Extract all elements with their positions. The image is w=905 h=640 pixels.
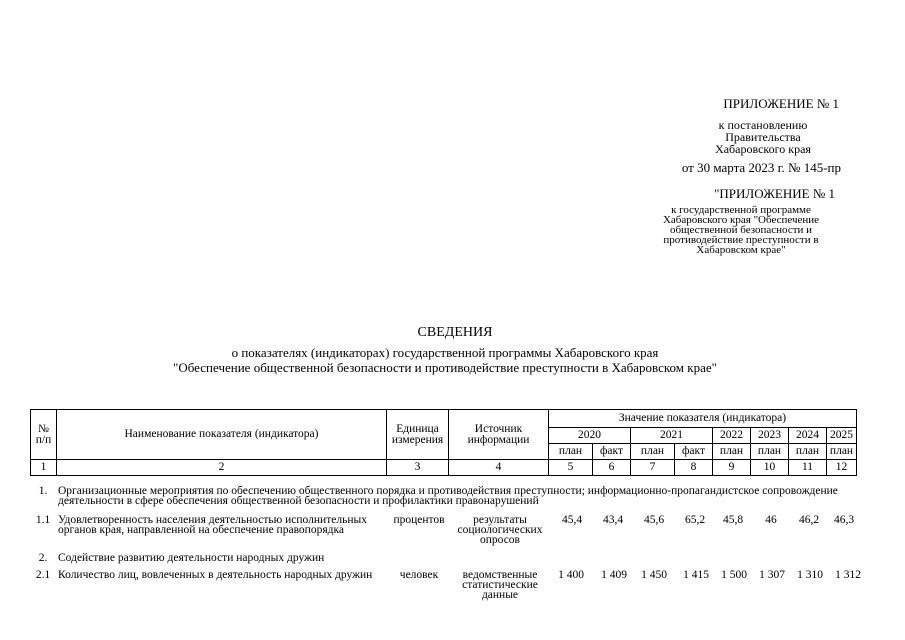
col-number: 4 — [449, 460, 549, 476]
indicator-num: 2.1 — [35, 569, 51, 581]
header-subcol: план — [827, 444, 857, 460]
header-year: 2023 — [751, 428, 789, 444]
col-number: 8 — [675, 460, 713, 476]
indicator-value: 1 400 — [558, 569, 584, 581]
header-unit: Единица измерения — [387, 410, 449, 460]
indicator-row — [30, 515, 870, 549]
col-number: 7 — [631, 460, 675, 476]
appendix-title: ПРИЛОЖЕНИЕ № 1 — [723, 96, 839, 111]
section-row — [30, 553, 870, 565]
indicator-value: 1 409 — [601, 569, 627, 581]
indicator-value: 1 307 — [759, 569, 785, 581]
indicator-value: 46,2 — [798, 514, 820, 526]
section-num: 2. — [38, 552, 48, 564]
col-number: 6 — [593, 460, 631, 476]
col-number: 1 — [31, 460, 57, 476]
col-number: 10 — [751, 460, 789, 476]
col-number: 11 — [789, 460, 827, 476]
indicator-name: Удовлетворенность населения деятельностью исполнительных органов края, направленной на обеспечение правопорядка — [58, 514, 367, 536]
program-appendix-title: "ПРИЛОЖЕНИЕ № 1 — [714, 186, 835, 201]
header-year: 2021 — [631, 428, 713, 444]
indicators-table-header — [30, 409, 857, 476]
indicator-source: результаты социологических опросов — [457, 514, 543, 546]
indicator-value: 1 312 — [835, 569, 861, 581]
header-subcol: план — [789, 444, 827, 460]
header-num: № п/п — [31, 410, 57, 460]
section-num: 1. — [38, 485, 48, 497]
section-text: Содействие развитию деятельности народных дружин — [58, 552, 325, 564]
header-year: 2024 — [789, 428, 827, 444]
indicator-value: 1 310 — [797, 569, 823, 581]
section-row — [30, 486, 870, 508]
program-reference: к государственной программе Хабаровского края "Обеспечение общественной безопасности и противодействие преступности в Хабаровском крае" — [662, 204, 820, 256]
indicator-value: 1 450 — [641, 569, 667, 581]
header-subcol: план — [713, 444, 751, 460]
header-subcol: план — [751, 444, 789, 460]
header-subcol: факт — [675, 444, 713, 460]
indicator-value: 1 500 — [721, 569, 747, 581]
col-number: 3 — [387, 460, 449, 476]
resolution-date: от 30 марта 2023 г. № 145-пр — [681, 160, 841, 175]
header-subcol: план — [631, 444, 675, 460]
header-values-group: Значение показателя (индикатора) — [549, 410, 857, 428]
indicator-num: 1.1 — [35, 514, 51, 526]
indicator-row — [30, 570, 870, 604]
header-year: 2022 — [713, 428, 751, 444]
section-text: Организационные мероприятия по обеспечению общественного порядка и противодействия преступности; информационно-пропагандистское сопровождение деятельности в сфере обеспечения общественной безопасности и профилактики правонарушений — [58, 485, 838, 507]
col-number: 9 — [713, 460, 751, 476]
indicator-value: 65,2 — [684, 514, 706, 526]
indicator-source: ведомственные статистические данные — [462, 569, 538, 601]
header-year: 2025 — [827, 428, 857, 444]
header-year: 2020 — [549, 428, 631, 444]
col-number: 5 — [549, 460, 593, 476]
header-name: Наименование показателя (индикатора) — [57, 410, 387, 460]
col-number: 2 — [57, 460, 387, 476]
indicator-value: 45,6 — [643, 514, 665, 526]
indicator-unit: человек — [399, 569, 439, 581]
header-subcol: план — [549, 444, 593, 460]
header-subcol: факт — [593, 444, 631, 460]
indicator-value: 45,4 — [561, 514, 583, 526]
indicator-value: 46,3 — [833, 514, 855, 526]
doc-subtitle-2: "Обеспечение общественной безопасности и противодействие преступности в Хабаровском крае" — [173, 360, 717, 375]
col-number: 12 — [827, 460, 857, 476]
indicator-value: 1 415 — [683, 569, 709, 581]
header-source: Источник информации — [449, 410, 549, 460]
indicator-value: 46 — [765, 514, 777, 526]
indicator-value: 45,8 — [722, 514, 744, 526]
indicator-name: Количество лиц, вовлеченных в деятельность народных дружин — [58, 569, 373, 581]
resolution-reference: к постановлению Правительства Хабаровского края — [715, 118, 811, 156]
doc-subtitle-1: о показателях (индикаторах) государственной программы Хабаровского края — [231, 345, 659, 360]
doc-title: СВЕДЕНИЯ — [417, 325, 493, 340]
indicator-unit: процентов — [393, 514, 445, 526]
indicator-value: 43,4 — [602, 514, 624, 526]
